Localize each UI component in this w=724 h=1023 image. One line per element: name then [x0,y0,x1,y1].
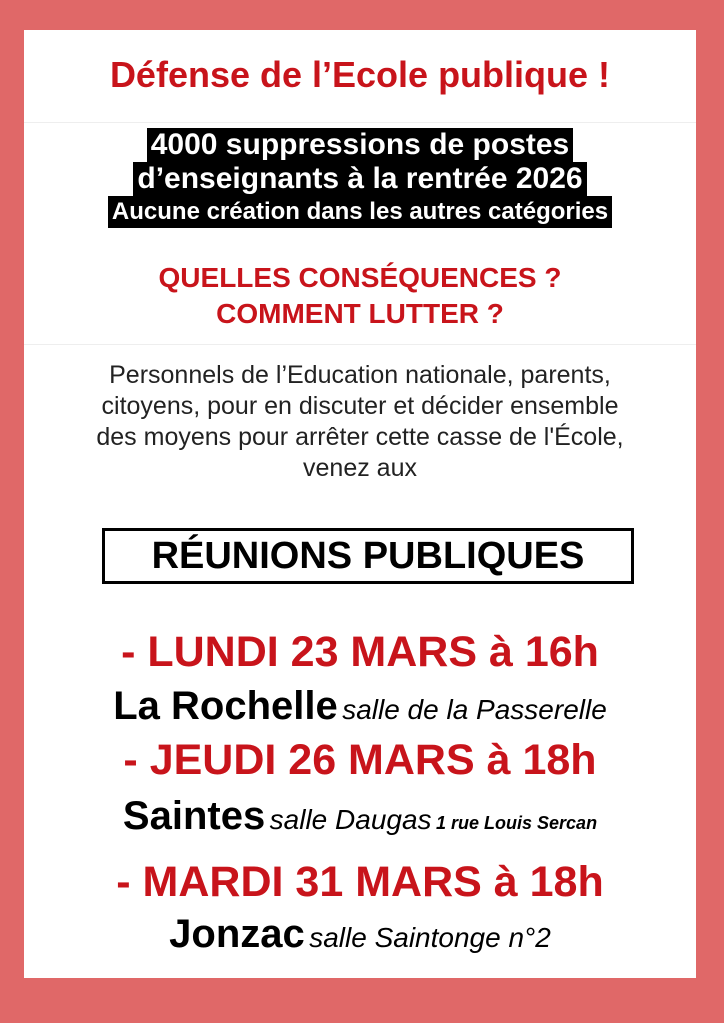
meeting-city-1: La Rochelle [113,684,338,728]
meeting-date-2: - JEUDI 26 MARS à 18h [123,736,597,784]
meeting-salle-1: salle de la Passerelle [342,694,607,725]
announcement-line-1: 4000 suppressions de postes [147,128,574,162]
meeting-city-2: Saintes [122,794,266,838]
intro-line-3: des moyens pour arrêter cette casse de l'École, [96,423,624,451]
meeting-salle-3: salle Saintonge n°2 [309,922,551,953]
announcement-line-2: d’enseignants à la rentrée 2026 [133,162,586,196]
announcement-block [24,128,696,228]
meeting-salle-2: salle Daugas [269,804,432,835]
question-consequences: QUELLES CONSÉQUENCES ? [158,262,562,293]
intro-text [24,360,696,484]
poster-title: Défense de l’Ecole publique ! [109,54,611,95]
meeting-date-3: - MARDI 31 MARS à 18h [116,858,604,906]
questions-block [24,260,696,332]
intro-line-1: Personnels de l’Education nationale, parents, [109,361,611,389]
reunions-heading: RÉUNIONS PUBLIQUES [102,528,634,584]
intro-line-4: venez aux [303,454,417,482]
meeting-place-1 [24,682,696,730]
meeting-city-3: Jonzac [169,912,305,956]
question-lutter: COMMENT LUTTER ? [216,298,504,329]
meeting-place-3 [24,910,696,958]
divider [24,344,696,345]
meeting-place-2 [24,792,696,840]
meeting-address-2: 1 rue Louis Sercan [436,813,598,833]
meeting-date-1: - LUNDI 23 MARS à 16h [121,628,599,676]
divider [24,122,696,123]
announcement-line-3: Aucune création dans les autres catégories [108,196,612,228]
intro-line-2: citoyens, pour en discuter et décider ensemble [101,392,619,420]
poster-sheet [24,30,696,978]
